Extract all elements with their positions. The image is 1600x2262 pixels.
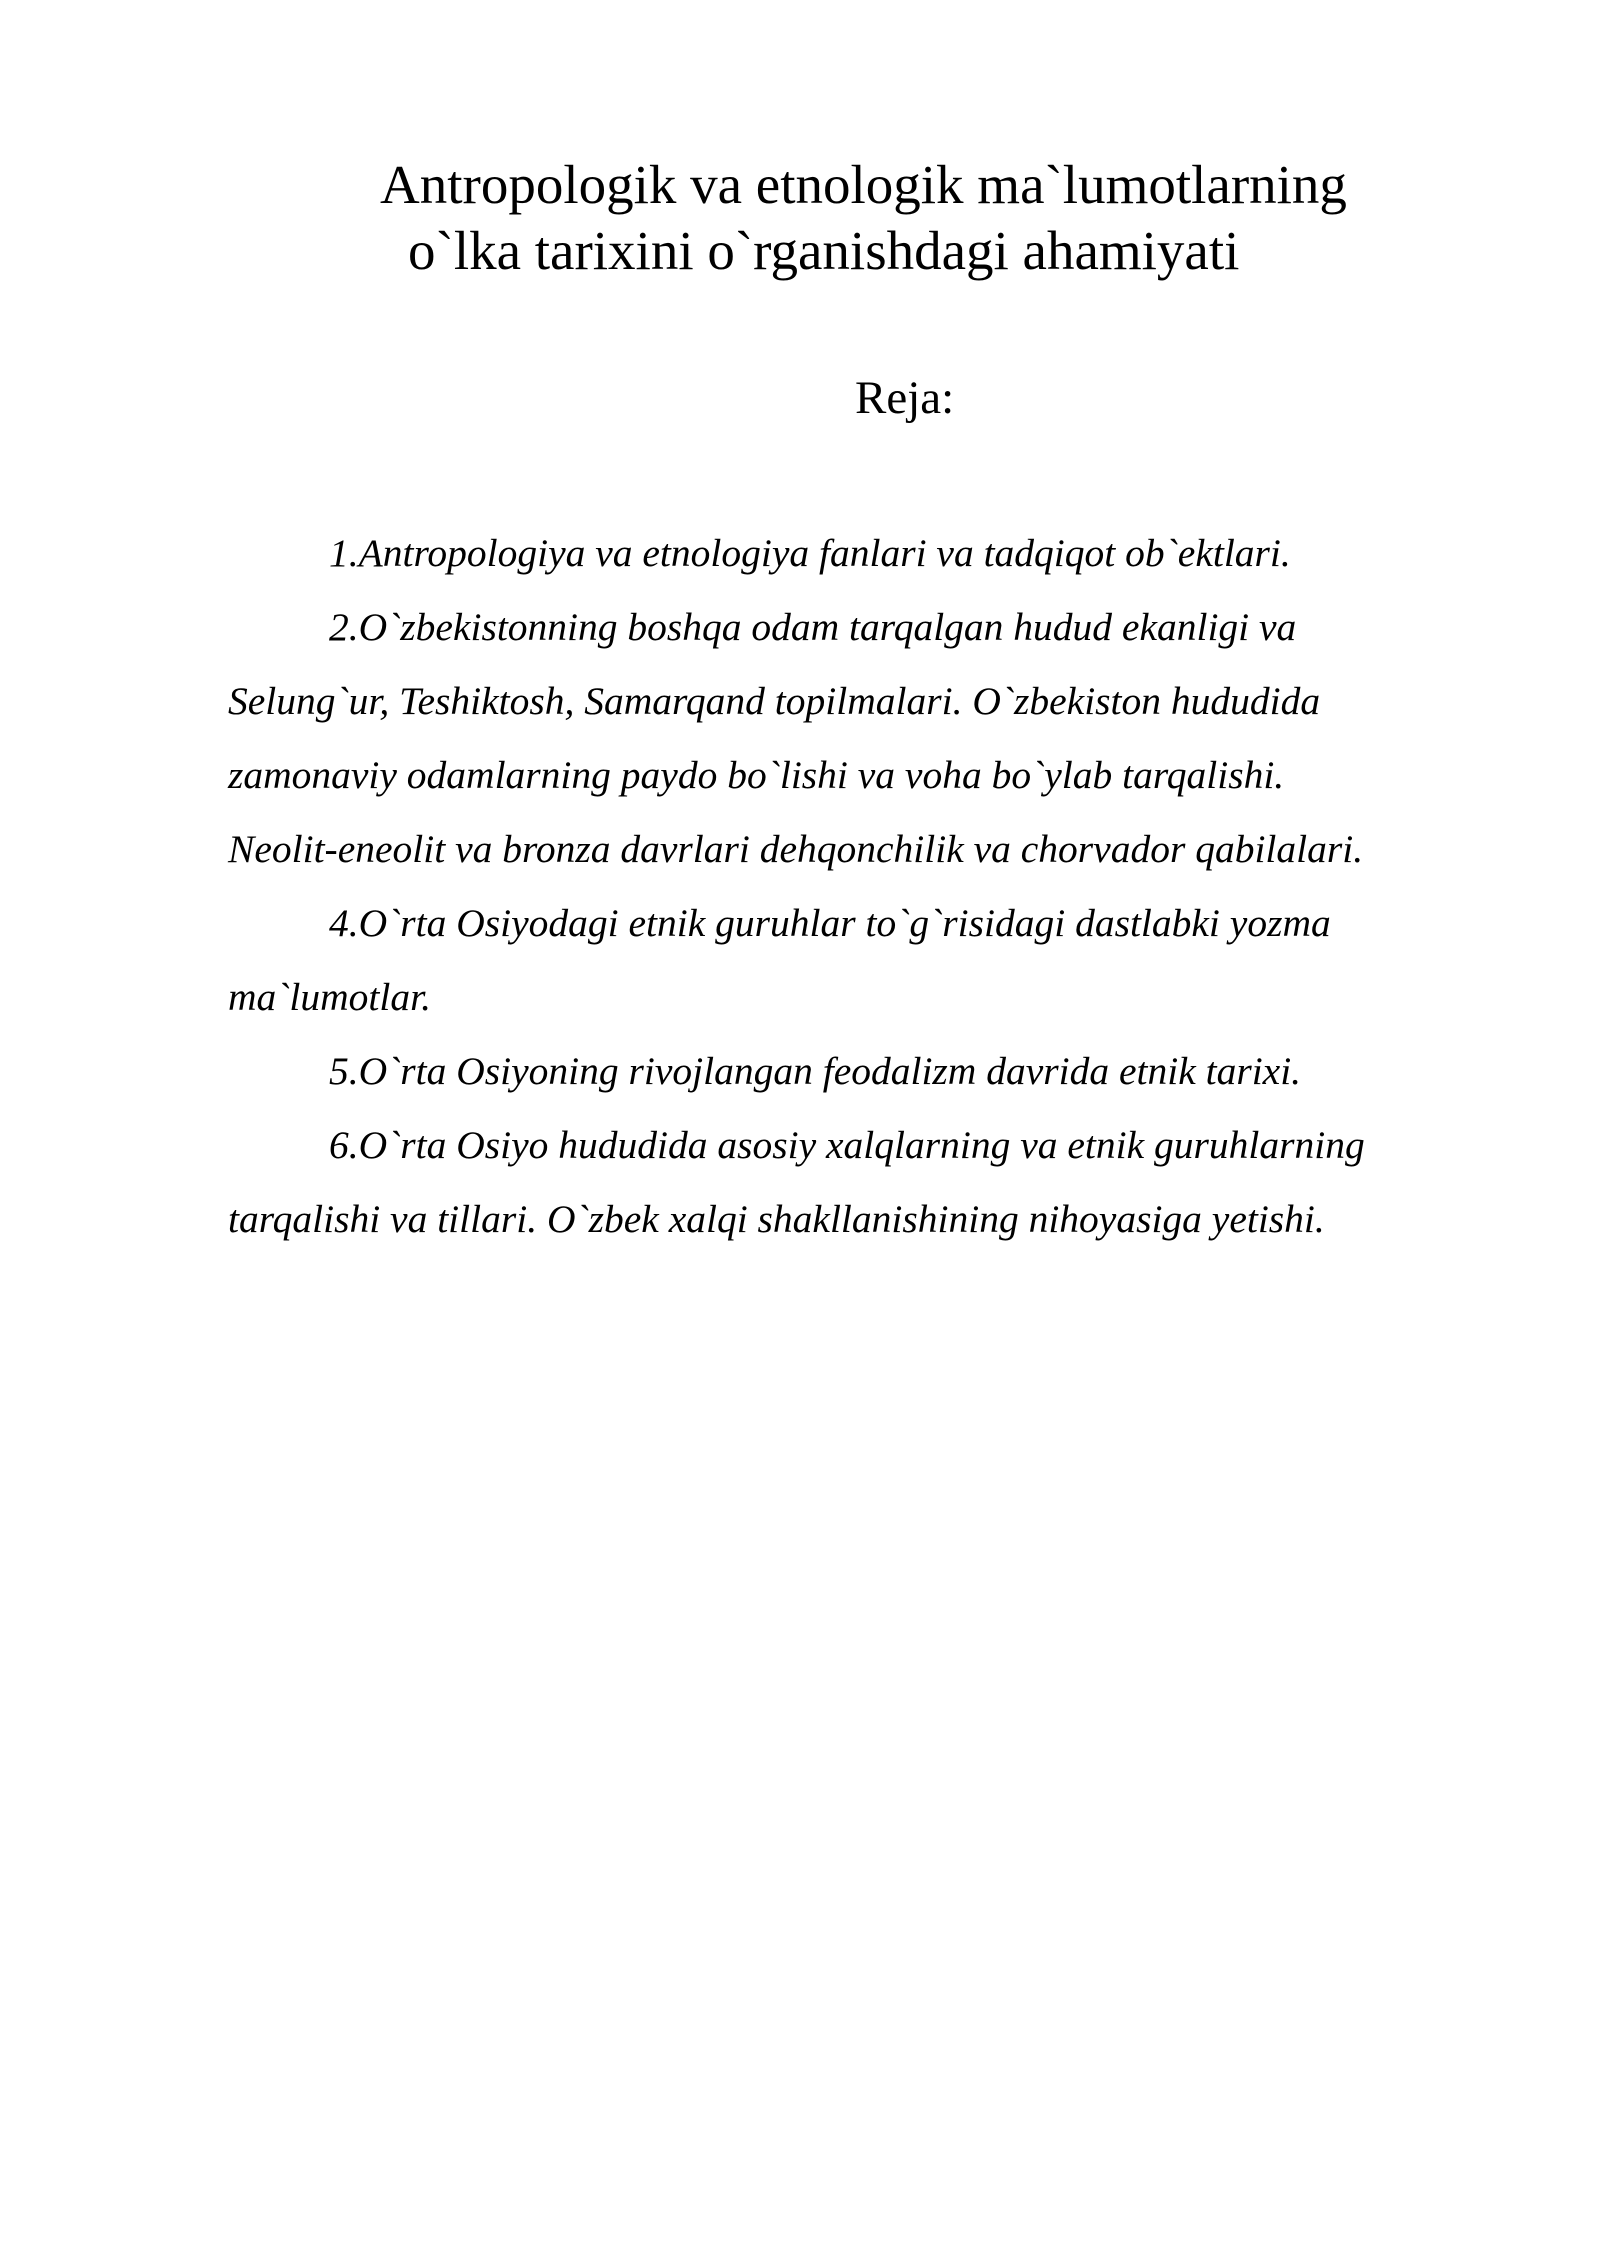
title-line-1: Antropologik va etnologik ma`lumotlarning	[380, 154, 1347, 215]
plan-item-1: 1.Antropologiya va etnologiya fanlari va tadqiqot ob`ektlari.	[329, 531, 1291, 575]
plan-item-2-line-4: Neolit-eneolit va bronza davrlari dehqonchilik va chorvador qabilalari.	[228, 827, 1364, 871]
plan-item-2-line-2: Selung`ur, Teshiktosh, Samarqand topilmalari. O`zbekiston hududida	[228, 679, 1321, 723]
document-title	[380, 152, 1440, 284]
plan-item-6-line-1: 6.O`rta Osiyo hududida asosiy xalqlarning va etnik guruhlarning	[329, 1123, 1365, 1167]
plan-item-2-line-3: zamonaviy odamlarning paydo bo`lishi va voha bo`ylab tarqalishi.	[228, 753, 1285, 797]
title-line-2: o`lka tarixini o`rganishdagi ahamiyati	[408, 220, 1240, 281]
plan-list	[228, 516, 1500, 1256]
plan-item-2-line-1: 2.O`zbekistonning boshqa odam tarqalgan hudud ekanligi va	[329, 605, 1297, 649]
plan-item-5: 5.O`rta Osiyoning rivojlangan feodalizm davrida etnik tarixi.	[329, 1049, 1302, 1093]
plan-heading: Reja:	[855, 372, 955, 424]
plan-item-4-line-1: 4.O`rta Osiyodagi etnik guruhlar to`g`risidagi dastlabki yozma	[329, 901, 1331, 945]
plan-item-6-line-2: tarqalishi va tillari. O`zbek xalqi shakllanishining nihoyasiga yetishi.	[228, 1197, 1325, 1241]
plan-item-4-line-2: ma`lumotlar.	[228, 975, 431, 1019]
